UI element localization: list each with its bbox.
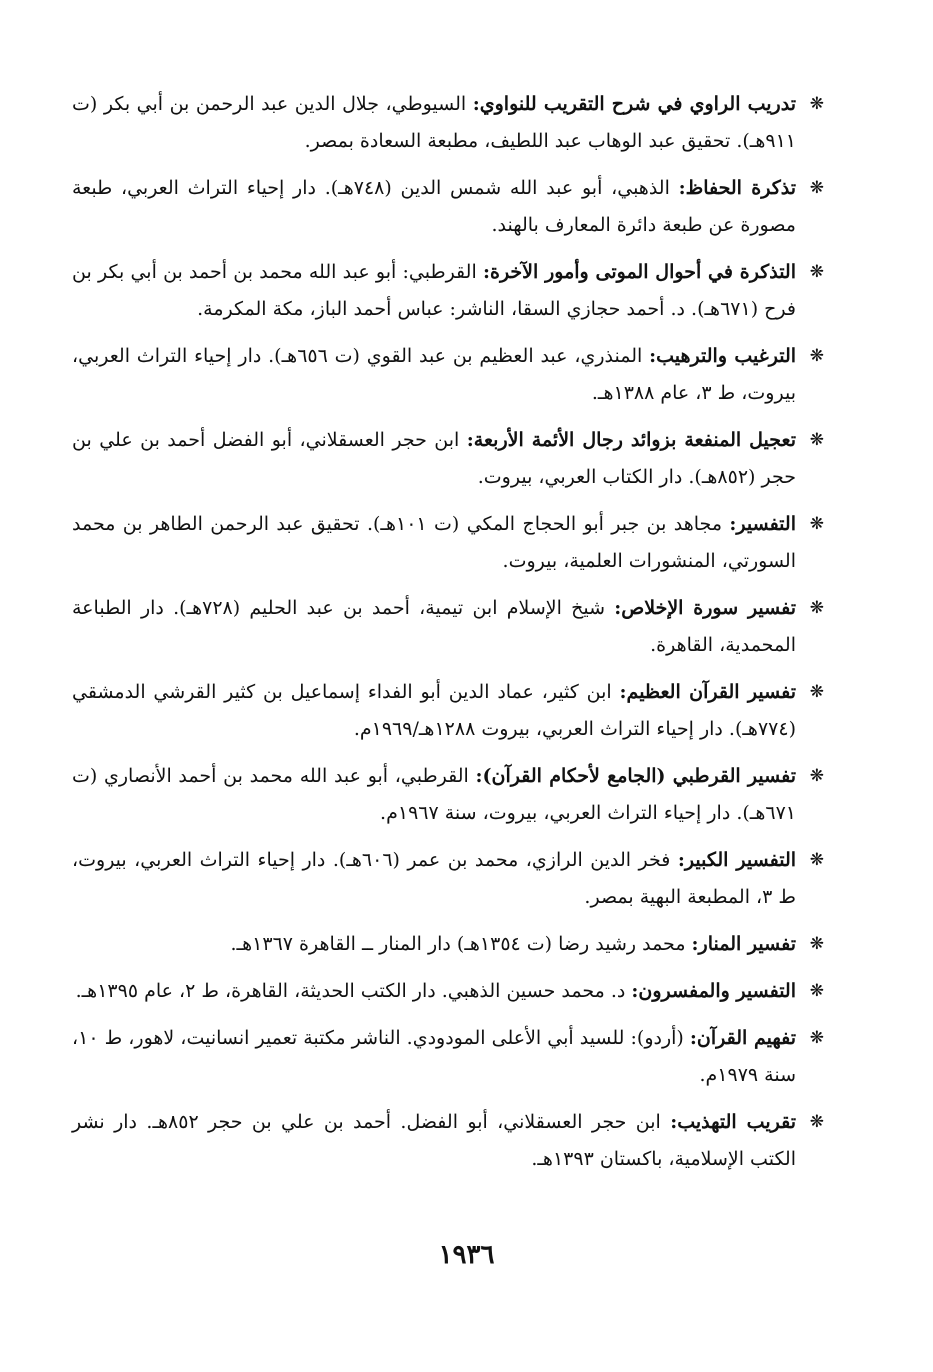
bullet-star-icon: ❋: [809, 1028, 824, 1048]
bullet-star-icon: ❋: [809, 850, 824, 870]
entry-title: تفسير المنار:: [691, 933, 796, 955]
entry-text: القرطبي: أبو عبد الله محمد بن أحمد بن أبي بكر بن فرح (٦٧١هـ). د. أحمد حجازي السقا، الناشر: عباس أحمد الباز، مكة المكرمة.: [72, 261, 796, 320]
bibliography-entry: [72, 590, 824, 664]
bibliography-entry: [72, 674, 824, 748]
bibliography-entry: [72, 1020, 824, 1094]
bullet-star-icon: ❋: [809, 262, 824, 282]
bibliography-entry: [72, 842, 824, 916]
bibliography-entry: [72, 86, 824, 160]
bibliography-entry: [72, 338, 824, 412]
entry-text: القرطبي، أبو عبد الله محمد بن أحمد الأنصاري (ت ٦٧١هـ). دار إحياء التراث العربي، بيروت، سنة ١٩٦٧م.: [72, 765, 796, 824]
bullet-star-icon: ❋: [809, 430, 824, 450]
bullet-star-icon: ❋: [809, 598, 824, 618]
entry-text: د. محمد حسين الذهبي. دار الكتب الحديثة، القاهرة، ط ٢، عام ١٣٩٥هـ.: [75, 980, 626, 1002]
bibliography-entry: [72, 254, 824, 328]
bibliography-entry: [72, 506, 824, 580]
entry-title: التذكرة في أحوال الموتى وأمور الآخرة:: [482, 261, 796, 283]
bullet-star-icon: ❋: [809, 682, 824, 702]
entry-text: مجاهد بن جبر أبو الحجاج المكي (ت ١٠١هـ). تحقيق عبد الرحمن الطاهر بن محمد السورتي، المنشورات العلمية، بيروت.: [72, 513, 796, 572]
entry-text: فخر الدين الرازي، محمد بن عمر (٦٠٦هـ). دار إحياء التراث العربي، بيروت، ط ٣، المطبعة البهية بمصر.: [72, 849, 796, 908]
entry-title: تقريب التهذيب:: [670, 1111, 796, 1133]
entry-title: تفهيم القرآن:: [689, 1027, 797, 1049]
bullet-star-icon: ❋: [809, 178, 824, 198]
entry-text: ابن كثير، عماد الدين أبو الفداء إسماعيل بن كثير القرشي الدمشقي (٧٧٤هـ). دار إحياء التراث العربي، بيروت ١٢٨٨هـ/١٩٦٩م.: [72, 681, 796, 740]
bullet-star-icon: ❋: [809, 1112, 824, 1132]
bullet-star-icon: ❋: [809, 766, 824, 786]
bullet-star-icon: ❋: [809, 934, 824, 954]
page-number: ١٩٣٦: [438, 1240, 495, 1270]
bibliography-entry: [72, 973, 824, 1010]
bullet-star-icon: ❋: [809, 346, 824, 366]
entry-title: تذكرة الحفاظ:: [678, 177, 796, 199]
entry-title: التفسير والمفسرون:: [631, 980, 796, 1002]
entry-title: تفسير سورة الإخلاص:: [614, 597, 797, 619]
entry-text: ابن حجر العسقلاني، أبو الفضل. أحمد بن علي بن حجر ٨٥٢هـ. دار نشر الكتب الإسلامية، باكستان ١٣٩٣هـ.: [72, 1111, 796, 1170]
entry-text: ابن حجر العسقلاني، أبو الفضل أحمد بن علي بن حجر (٨٥٢هـ). دار الكتاب العربي، بيروت.: [72, 429, 796, 488]
bibliography-entry: [72, 758, 824, 832]
entry-title: التفسير الكبير:: [677, 849, 797, 871]
entry-title: تفسير القرطبي (الجامع لأحكام القرآن):: [475, 765, 797, 787]
bullet-star-icon: ❋: [809, 981, 824, 1001]
entry-title: تدريب الراوي في شرح التقريب للنواوي:: [472, 93, 796, 115]
entry-title: التفسير:: [729, 513, 796, 535]
bibliography-entry: [72, 170, 824, 244]
entry-text: شيخ الإسلام ابن تيمية، أحمد بن عبد الحليم (٧٢٨هـ). دار الطباعة المحمدية، القاهرة.: [72, 597, 796, 656]
entry-text: السيوطي، جلال الدين عبد الرحمن بن أبي بكر (ت ٩١١هـ). تحقيق عبد الوهاب عبد اللطيف، مطبعة السعادة بمصر.: [72, 93, 796, 152]
bibliography-entry: [72, 1104, 824, 1178]
bibliography-entry: [72, 926, 824, 963]
entry-title: تفسير القرآن العظيم:: [619, 681, 796, 703]
entry-title: الترغيب والترهيب:: [649, 345, 797, 367]
entry-text: (أردو): للسيد أبي الأعلى المودودي. الناشر مكتبة تعمير انسانيت، لاهور، ط ١٠، سنة ١٩٧٩م.: [72, 1027, 796, 1086]
entry-text: الذهبي، أبو عبد الله شمس الدين (٧٤٨هـ). دار إحياء التراث العربي، طبعة مصورة عن طبعة دائرة المعارف بالهند.: [72, 177, 796, 236]
entry-text: محمد رشيد رضا (ت ١٣٥٤هـ) دار المنار ــ القاهرة ١٣٦٧هـ.: [230, 933, 686, 955]
bibliography-list: [72, 86, 824, 1188]
entry-text: المنذري، عبد العظيم بن عبد القوي (ت ٦٥٦هـ). دار إحياء التراث العربي، بيروت، ط ٣، عام ١٣٨٨هـ.: [72, 345, 796, 404]
bullet-star-icon: ❋: [809, 94, 824, 114]
bullet-star-icon: ❋: [809, 514, 824, 534]
bibliography-entry: [72, 422, 824, 496]
entry-title: تعجيل المنفعة بزوائد رجال الأئمة الأربعة:: [466, 429, 797, 451]
